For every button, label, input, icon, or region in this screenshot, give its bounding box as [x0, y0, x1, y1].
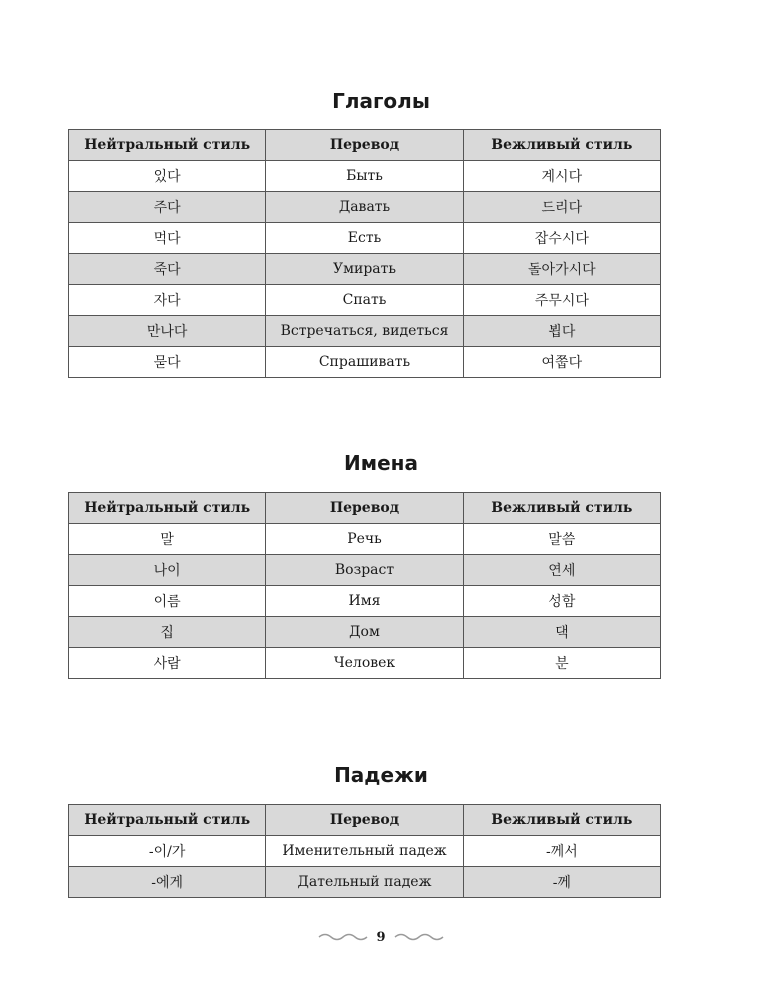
cell-neutral: -이/가	[69, 836, 266, 867]
cell-neutral: 묻다	[69, 347, 266, 378]
cell-neutral: 주다	[69, 192, 266, 223]
table-row	[69, 192, 661, 223]
section-title-cases: Падежи	[334, 763, 428, 787]
table-row	[69, 347, 661, 378]
cell-translation: Спрашивать	[266, 347, 463, 378]
table-row	[69, 316, 661, 347]
table-row	[69, 648, 661, 679]
table-row	[69, 161, 661, 192]
cell-polite: -께서	[463, 836, 660, 867]
cell-polite: 분	[463, 648, 660, 679]
cell-polite: 뵙다	[463, 316, 660, 347]
cell-neutral: 말	[69, 524, 266, 555]
table-row	[69, 524, 661, 555]
cell-translation: Именительный падеж	[266, 836, 463, 867]
column-header-polite: Вежливый стиль	[463, 130, 660, 161]
cell-translation: Дательный падеж	[266, 867, 463, 898]
table-header-row	[69, 493, 661, 524]
column-header-translation: Перевод	[266, 130, 463, 161]
column-header-neutral: Нейтральный стиль	[69, 493, 266, 524]
table-header-row	[69, 805, 661, 836]
cell-polite: 성함	[463, 586, 660, 617]
cell-polite: 연세	[463, 555, 660, 586]
verbs-table	[68, 129, 661, 378]
nouns-table	[68, 492, 661, 679]
cell-polite: 댁	[463, 617, 660, 648]
cell-neutral: 있다	[69, 161, 266, 192]
cell-polite: 주무시다	[463, 285, 660, 316]
wave-ornament-left-icon	[318, 931, 368, 943]
cell-neutral: -에게	[69, 867, 266, 898]
cell-neutral: 집	[69, 617, 266, 648]
cell-neutral: 만나다	[69, 316, 266, 347]
cell-neutral: 죽다	[69, 254, 266, 285]
cell-translation: Дом	[266, 617, 463, 648]
table-row	[69, 555, 661, 586]
cases-table	[68, 804, 661, 898]
cell-translation: Быть	[266, 161, 463, 192]
cell-polite: 돌아가시다	[463, 254, 660, 285]
table-header-row	[69, 130, 661, 161]
cell-neutral: 자다	[69, 285, 266, 316]
section-title-nouns: Имена	[344, 451, 418, 475]
cell-translation: Давать	[266, 192, 463, 223]
page-footer	[0, 927, 762, 947]
section-title-verbs: Глаголы	[332, 89, 430, 113]
cell-polite: 잡수시다	[463, 223, 660, 254]
cell-translation: Речь	[266, 524, 463, 555]
table-row	[69, 617, 661, 648]
cell-translation: Есть	[266, 223, 463, 254]
cell-translation: Спать	[266, 285, 463, 316]
column-header-translation: Перевод	[266, 493, 463, 524]
column-header-polite: Вежливый стиль	[463, 493, 660, 524]
cell-neutral: 나이	[69, 555, 266, 586]
cell-translation: Имя	[266, 586, 463, 617]
cell-neutral: 사람	[69, 648, 266, 679]
column-header-neutral: Нейтральный стиль	[69, 130, 266, 161]
table-row	[69, 867, 661, 898]
page-number: 9	[376, 929, 386, 945]
cell-polite: 드리다	[463, 192, 660, 223]
column-header-polite: Вежливый стиль	[463, 805, 660, 836]
cell-neutral: 이름	[69, 586, 266, 617]
cell-polite: 계시다	[463, 161, 660, 192]
table-row	[69, 836, 661, 867]
column-header-translation: Перевод	[266, 805, 463, 836]
wave-ornament-right-icon	[394, 931, 444, 943]
table-row	[69, 254, 661, 285]
cell-translation: Умирать	[266, 254, 463, 285]
cell-translation: Возраст	[266, 555, 463, 586]
cell-translation: Человек	[266, 648, 463, 679]
table-row	[69, 223, 661, 254]
cell-neutral: 먹다	[69, 223, 266, 254]
cell-translation: Встречаться, видеться	[266, 316, 463, 347]
cell-polite: 말씀	[463, 524, 660, 555]
table-row	[69, 285, 661, 316]
table-row	[69, 586, 661, 617]
column-header-neutral: Нейтральный стиль	[69, 805, 266, 836]
cell-polite: -께	[463, 867, 660, 898]
cell-polite: 여쭙다	[463, 347, 660, 378]
